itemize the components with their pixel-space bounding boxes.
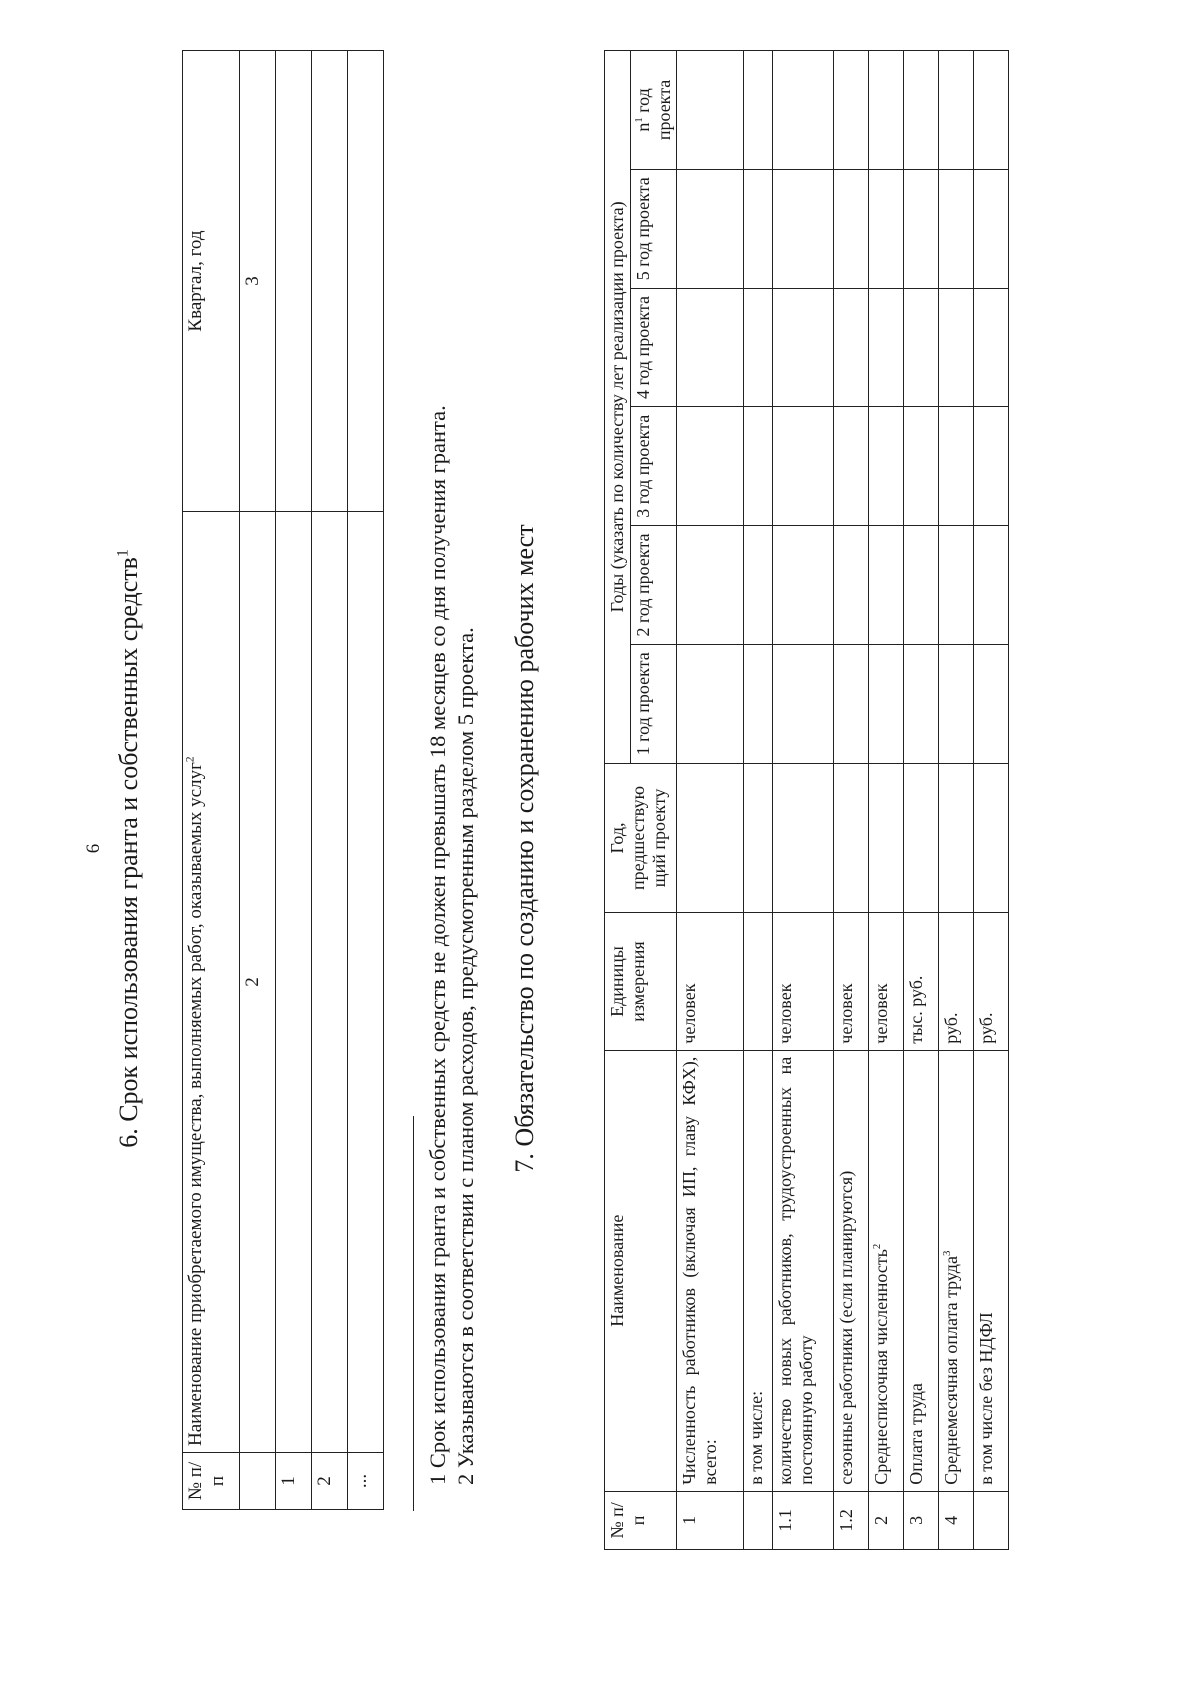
header-year-1: 1 год проекта bbox=[631, 644, 677, 763]
row-num bbox=[974, 1491, 1009, 1549]
cell bbox=[974, 407, 1009, 526]
cell bbox=[677, 51, 744, 170]
cell bbox=[974, 169, 1009, 288]
cell bbox=[834, 169, 869, 288]
cell bbox=[677, 644, 744, 763]
row-name-footnote-ref: 3 bbox=[941, 1250, 954, 1257]
row-name: в том числе: bbox=[744, 1050, 773, 1491]
table-row bbox=[348, 51, 384, 1510]
row-num: 2 bbox=[312, 1453, 348, 1510]
cell bbox=[904, 526, 939, 645]
row-quarter bbox=[276, 51, 312, 512]
cell bbox=[974, 51, 1009, 170]
cell bbox=[834, 763, 869, 913]
header-num: № п/п bbox=[605, 1491, 677, 1549]
header-unit: Единицы измерения bbox=[605, 913, 677, 1050]
cell bbox=[744, 51, 773, 170]
header-name: Наименование bbox=[605, 1050, 677, 1491]
table-row bbox=[869, 51, 904, 1550]
index-name: 2 bbox=[240, 512, 276, 1453]
row-num: 1.1 bbox=[773, 1491, 834, 1549]
cell bbox=[744, 407, 773, 526]
table-row bbox=[939, 51, 974, 1550]
row-name-text: Среднемесячная оплата труда bbox=[941, 1256, 962, 1485]
header-year-n-prefix: n bbox=[633, 122, 653, 132]
cell bbox=[904, 644, 939, 763]
cell bbox=[869, 169, 904, 288]
table-row bbox=[974, 51, 1009, 1550]
cell bbox=[773, 763, 834, 913]
cell bbox=[904, 288, 939, 407]
grant-usage-table bbox=[182, 50, 384, 1510]
table-row bbox=[773, 51, 834, 1550]
cell bbox=[974, 763, 1009, 913]
row-unit bbox=[744, 913, 773, 1050]
table-row bbox=[904, 51, 939, 1550]
index-quarter: 3 bbox=[240, 51, 276, 512]
header-name-text: Наименование приобретаемого имущества, выполняемых работ, оказываемых услуг bbox=[185, 762, 206, 1446]
row-name-footnote-ref: 2 bbox=[871, 1243, 884, 1250]
row-unit: руб. bbox=[939, 913, 974, 1050]
row-quarter bbox=[348, 51, 384, 512]
cell bbox=[834, 288, 869, 407]
cell bbox=[677, 763, 744, 913]
cell bbox=[677, 288, 744, 407]
row-unit: человек bbox=[677, 913, 744, 1050]
section-6-title bbox=[114, 0, 144, 1697]
cell bbox=[869, 644, 904, 763]
table-row bbox=[677, 51, 744, 1550]
row-num: 4 bbox=[939, 1491, 974, 1549]
header-year-5: 5 год проекта bbox=[631, 169, 677, 288]
page-number: 6 bbox=[83, 843, 104, 854]
row-name: количество новых работников, трудоустроенных на постоянную работу bbox=[773, 1050, 834, 1491]
row-num: 1.2 bbox=[834, 1491, 869, 1549]
row-num: 1 bbox=[677, 1491, 744, 1549]
table-row bbox=[312, 51, 348, 1510]
header-year-2: 2 год проекта bbox=[631, 526, 677, 645]
section-7-title: 7. Обязательство по созданию и сохранению рабочих мест bbox=[510, 524, 539, 1173]
cell bbox=[904, 169, 939, 288]
cell bbox=[939, 526, 974, 645]
cell bbox=[904, 51, 939, 170]
row-name bbox=[348, 512, 384, 1453]
header-year-3: 3 год проекта bbox=[631, 407, 677, 526]
cell bbox=[744, 644, 773, 763]
cell bbox=[773, 169, 834, 288]
header-year-n-footnote-ref: 1 bbox=[633, 117, 645, 123]
cell bbox=[869, 763, 904, 913]
index-num bbox=[240, 1453, 276, 1510]
table-row bbox=[276, 51, 312, 1510]
row-num bbox=[744, 1491, 773, 1549]
row-name bbox=[276, 512, 312, 1453]
section-6-title-footnote-ref: 1 bbox=[114, 549, 132, 558]
cell bbox=[773, 407, 834, 526]
row-num: 2 bbox=[869, 1491, 904, 1549]
cell bbox=[939, 763, 974, 913]
row-quarter bbox=[312, 51, 348, 512]
footnote-divider bbox=[413, 1116, 414, 1511]
row-unit: тыс. руб. bbox=[904, 913, 939, 1050]
header-quarter: Квартал, год bbox=[183, 51, 240, 512]
row-name bbox=[312, 512, 348, 1453]
header-name-footnote-ref: 2 bbox=[184, 756, 197, 763]
cell bbox=[744, 288, 773, 407]
table-index-row bbox=[240, 51, 276, 1510]
cell bbox=[904, 763, 939, 913]
cell bbox=[773, 644, 834, 763]
cell bbox=[773, 526, 834, 645]
row-name: в том числе без НДФЛ bbox=[974, 1050, 1009, 1491]
cell bbox=[939, 644, 974, 763]
cell bbox=[974, 288, 1009, 407]
header-year-n bbox=[631, 51, 677, 170]
row-unit: человек bbox=[773, 913, 834, 1050]
row-unit: человек bbox=[869, 913, 904, 1050]
cell bbox=[939, 169, 974, 288]
jobs-commitment-table bbox=[604, 50, 1009, 1550]
section-6-title-text: 6. Срок использования гранта и собственных средств bbox=[114, 557, 143, 1148]
cell bbox=[939, 288, 974, 407]
cell bbox=[834, 526, 869, 645]
cell bbox=[834, 644, 869, 763]
row-name bbox=[939, 1050, 974, 1491]
cell bbox=[939, 51, 974, 170]
footnote-2: 2 Указываются в соответствии с планом расходов, предусмотренным разделом 5 проекта. bbox=[453, 627, 478, 1485]
cell bbox=[744, 763, 773, 913]
cell bbox=[869, 407, 904, 526]
row-name-text: Среднесписочная численность bbox=[871, 1249, 892, 1485]
cell bbox=[677, 526, 744, 645]
table-row bbox=[834, 51, 869, 1550]
row-name: сезонные работники (если планируются) bbox=[834, 1050, 869, 1491]
table-header-row bbox=[605, 51, 631, 1550]
row-num: 1 bbox=[276, 1453, 312, 1510]
row-name: Оплата труда bbox=[904, 1050, 939, 1491]
header-prev-year: Год, предшествую щий проекту bbox=[605, 763, 677, 913]
cell bbox=[869, 526, 904, 645]
cell bbox=[974, 526, 1009, 645]
table-header-row bbox=[183, 51, 240, 1510]
row-num: 3 bbox=[904, 1491, 939, 1549]
table-row bbox=[744, 51, 773, 1550]
cell bbox=[677, 169, 744, 288]
header-year-n-suffix: год проекта bbox=[633, 79, 674, 141]
cell bbox=[869, 51, 904, 170]
cell bbox=[869, 288, 904, 407]
row-num: ... bbox=[348, 1453, 384, 1510]
cell bbox=[677, 407, 744, 526]
row-unit: руб. bbox=[974, 913, 1009, 1050]
cell bbox=[974, 644, 1009, 763]
header-name bbox=[183, 512, 240, 1453]
header-year-4: 4 год проекта bbox=[631, 288, 677, 407]
cell bbox=[834, 51, 869, 170]
row-name: Численность работников (включая ИП, главу КФХ), всего: bbox=[677, 1050, 744, 1491]
row-name bbox=[869, 1050, 904, 1491]
cell bbox=[904, 407, 939, 526]
footnote-1: 1 Срок использования гранта и собственных средств не должен превышать 18 месяцев со дня получения гранта. bbox=[425, 405, 450, 1485]
header-num: № п/п bbox=[183, 1453, 240, 1510]
header-years-group: Годы (указать по количеству лет реализации проекта) bbox=[605, 51, 631, 764]
cell bbox=[744, 169, 773, 288]
cell bbox=[939, 407, 974, 526]
cell bbox=[773, 51, 834, 170]
cell bbox=[834, 407, 869, 526]
cell bbox=[773, 288, 834, 407]
row-unit: человек bbox=[834, 913, 869, 1050]
cell bbox=[744, 526, 773, 645]
